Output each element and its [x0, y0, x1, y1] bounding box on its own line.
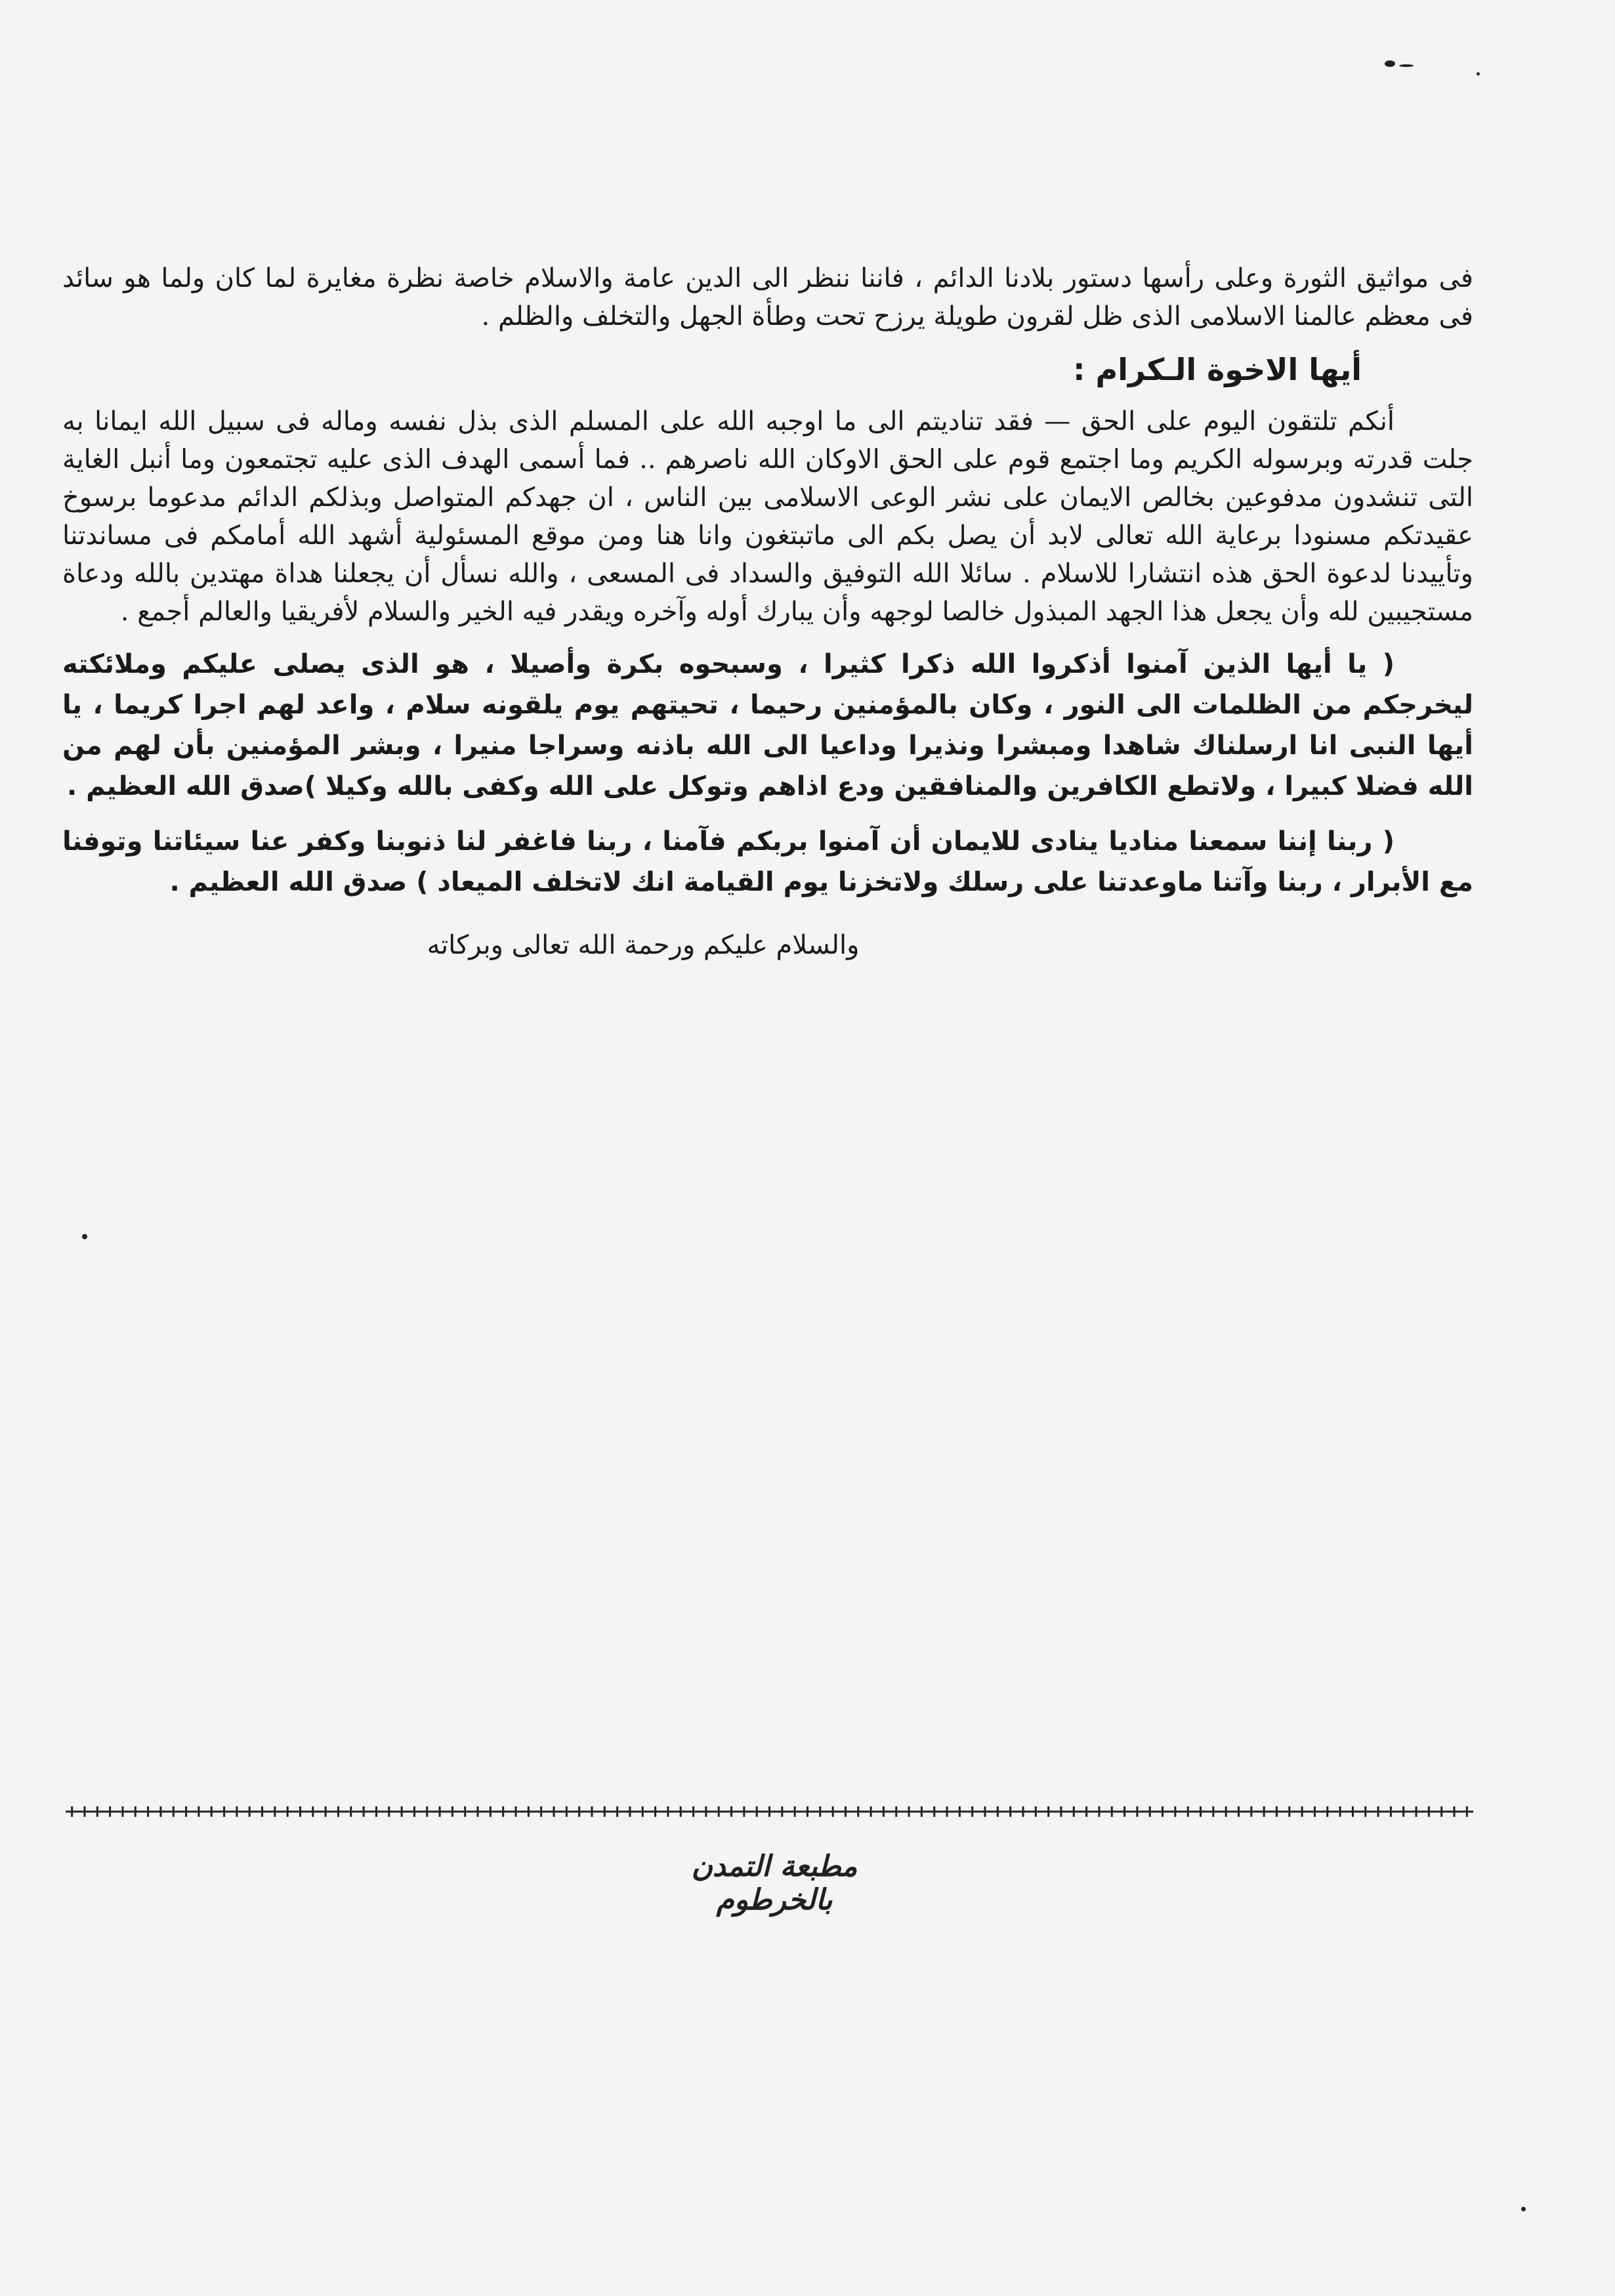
quran-verse-paragraph: ( يا أيها الذين آمنوا أذكروا الله ذكرا كثيرا ، وسبحوه بكرة وأصيلا ، هو الذى يصلى عليكم وملائكته ليخرجكم من الظلمات الى النور ، وكان بالمؤمنين رحيما ، تحيتهم يوم يلقونه سلام ، واعد لهم اجرا كريما ، يا أيها النبى انا ارسلناك شاهدا ومبشرا ونذيرا وداعيا الى الله باذنه وسراجا منيرا ، وبشر المؤمنين بأن لهم من الله فضلا كبيرا ، ولاتطع الكافرين والمنافقين ودع اذاهم وتوكل على الله وكفى بالله وكيلا )صدق الله العظيم . [62, 649, 1473, 801]
ink-speck [1385, 60, 1395, 67]
footer-divider [66, 1798, 1473, 1825]
salutation-heading: أيها الاخوة الـكرام : [1073, 352, 1362, 387]
main-paragraph: أنكم تلتقون اليوم على الحق — فقد تناديتم الى ما اوجبه الله على المسلم الذى بذل نفسه وماله فى سبيل الله ايمانا به جلت قدرته وبرسوله الكريم وما اجتمع قوم على الحق الاوكان الله ناصرهم .. فما أسمى الهدف الذى عليه تجتمعون وما أنبل الغاية التى تنشدون مدفوعين بخالص الايمان على نشر الوعى الاسلامى بين الناس ، ان جهدكم المتواصل وبذلكم الدائم مدعوما برسوخ عقيدتكم مسنودا برعاية الله تعالى لابد أن يصل بكم الى ماتبتغون وانا هنا ومن موقع المسئولية أشهد الله أمامكم فى مساندتنا وتأييدنا لدعوة الحق هذه انتشارا للاسلام . سائلا الله التوفيق والسداد فى المسعى ، والله نسأل أن يجعلنا هداة مهتدين بالله ودعاة مستجيبين لله وأن يجعل هذا الجهد المبذول خالصا لوجهه وأن يبارك أوله وآخره ويقدر فيه الخير والسلام لأفريقيا والعالم أجمع . [62, 406, 1473, 627]
ink-speck [1399, 64, 1414, 67]
prayer-paragraph: ( ربنا إننا سمعنا مناديا ينادى للايمان أن آمنوا بربكم فآمنا ، ربنا فاغفر لنا ذنوبنا وكفر عنا سيئاتنا وتوفنا مع الأبرار ، ربنا وآتنا ماوعدتنا على رسلك ولاتخزنا يوم القيامة انك لاتخلف الميعاد ) صدق الله العظيم . [62, 826, 1473, 897]
ink-speck [1521, 2207, 1526, 2211]
ink-speck [1477, 72, 1480, 75]
closing-greeting: والسلام عليكم ورحمة الله تعالى وبركاته [427, 930, 860, 960]
letter-body [62, 259, 1473, 990]
divider-pattern [66, 1798, 1473, 1825]
opening-paragraph: فى مواثيق الثورة وعلى رأسها دستور بلادنا الدائم ، فاننا ننظر الى الدين عامة والاسلام خاصة نظرة مغايرة لما كان ولما هو سائد فى معظم عالمنا الاسلامى الذى ظل لقرون طويلة يرزح تحت وطأة الجهل والتخلف والظلم . [62, 263, 1473, 331]
ink-speck [82, 1234, 87, 1239]
printer-mark: مطبعة التمدن بالخرطوم [691, 1850, 858, 1917]
